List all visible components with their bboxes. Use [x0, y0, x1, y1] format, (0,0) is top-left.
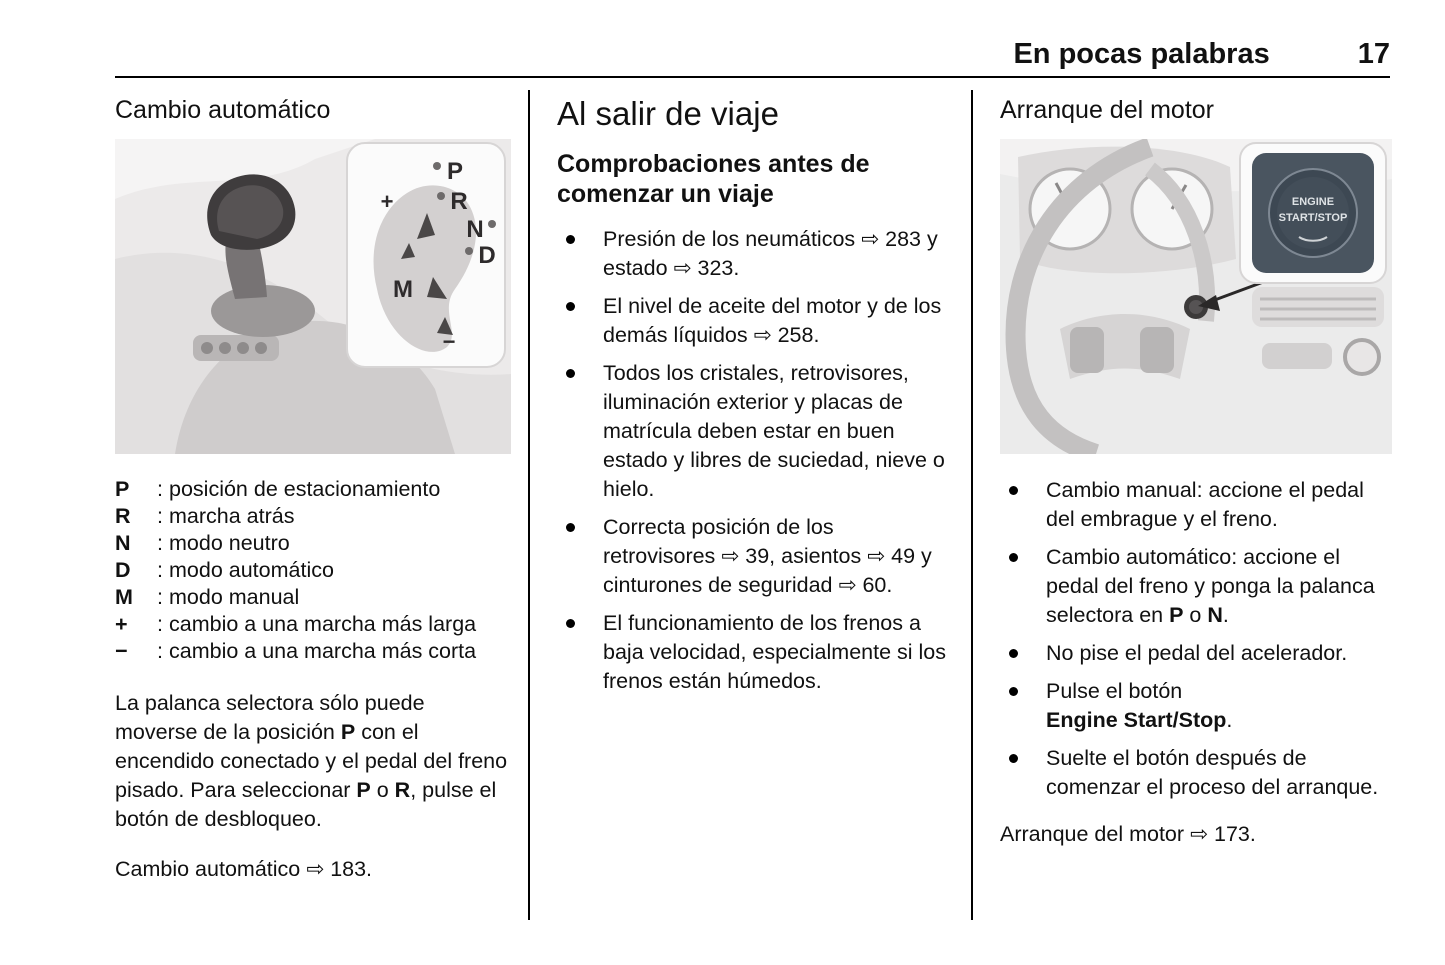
- list-item-text: No pise el pedal del acelerador.: [1046, 640, 1348, 665]
- gear-shifter-figure: [115, 139, 511, 454]
- legend-row: [115, 503, 511, 530]
- list-item-text: o: [1183, 602, 1208, 627]
- list-item-text: Pulse el botón: [1046, 678, 1183, 703]
- legend-desc: modo automático: [169, 557, 334, 582]
- list-item-text: Presión de los neumáticos ⇨ 283 y estado ⇨ 323.: [603, 227, 938, 281]
- list-item-text: .: [1226, 707, 1233, 732]
- list-item-text: El nivel de aceite del motor y de los demás líquidos ⇨ 258.: [603, 294, 942, 348]
- engine-start-figure: [1000, 139, 1392, 454]
- bullet-icon: [1009, 553, 1018, 562]
- bullet-icon: [1009, 486, 1018, 495]
- checks-list: [557, 225, 951, 696]
- bullet-icon: [566, 369, 575, 378]
- para-text: o: [370, 777, 395, 802]
- section-heading-driving-off: Al salir de viaje: [557, 95, 779, 132]
- bullet-icon: [1009, 649, 1018, 658]
- legend-desc: modo neutro: [169, 530, 290, 555]
- legend-key: N: [115, 530, 131, 555]
- engine-start-stop-label: Engine Start/Stop: [1046, 707, 1227, 732]
- subsection-heading-checks: Comprobaciones antes de comenzar un viaje: [557, 150, 870, 208]
- bullet-icon: [1009, 687, 1018, 696]
- list-item: [1000, 677, 1392, 735]
- cross-reference-engine-start: Arranque del motor ⇨ 173.: [1000, 821, 1256, 846]
- engine-button-label-2: START/STOP: [1278, 211, 1348, 224]
- legend-key: R: [115, 503, 131, 528]
- column-gearbox: [115, 96, 511, 906]
- legend-row: [115, 638, 511, 665]
- list-item: [557, 359, 951, 504]
- list-item: [557, 292, 951, 350]
- legend-desc: posición de estacionamiento: [169, 476, 441, 501]
- gate-label-d: D: [478, 241, 496, 269]
- cross-reference-gearbox: Cambio automático ⇨ 183.: [115, 857, 373, 882]
- list-item: [557, 513, 951, 600]
- legend-row: [115, 584, 511, 611]
- legend-separator: :: [157, 638, 163, 663]
- dashboard-illustration: [1000, 139, 1392, 454]
- chapter-title: En pocas palabras: [1013, 38, 1270, 70]
- para-bold-p: P: [340, 719, 356, 744]
- legend-key: D: [115, 557, 131, 582]
- legend-desc: marcha atrás: [169, 503, 295, 528]
- legend-row: [115, 611, 511, 638]
- para-text: , pulse el botón de desbloqueo.: [115, 777, 497, 831]
- legend-key: M: [115, 584, 133, 609]
- engine-button-label-1: ENGINE: [1291, 195, 1335, 208]
- gear-shifter-illustration: [115, 139, 511, 454]
- gate-label-n: N: [466, 215, 484, 243]
- bullet-icon: [1009, 754, 1018, 763]
- para-text: La palanca selectora sólo puede moverse de la posición: [115, 690, 425, 744]
- column-divider-2: [971, 90, 973, 920]
- engine-start-list: [1000, 476, 1392, 802]
- legend-separator: :: [157, 557, 163, 582]
- list-item-text: Cambio manual: accione el pedal del embrague y el freno.: [1046, 477, 1364, 531]
- column-engine-start: [1000, 96, 1392, 870]
- list-item-text: Suelte el botón después de comenzar el proceso del arranque.: [1046, 745, 1379, 799]
- gate-label-r: R: [450, 187, 468, 215]
- list-item: [557, 225, 951, 283]
- bold-gear-p: P: [1169, 602, 1184, 627]
- gate-label-minus: −: [442, 328, 456, 354]
- bullet-icon: [566, 523, 575, 532]
- gate-label-p: P: [446, 157, 464, 185]
- para-bold-r: R: [394, 777, 411, 802]
- list-item-text: Cambio automático: accione el pedal del freno y ponga la palanca selectora en: [1046, 544, 1375, 627]
- page-header: [1013, 38, 1390, 71]
- list-item: [1000, 543, 1392, 630]
- bullet-icon: [566, 619, 575, 628]
- legend-key-minus: −: [115, 638, 128, 663]
- legend-key: P: [115, 476, 130, 501]
- legend-key-plus: +: [115, 611, 128, 636]
- para-text: con el encendido conectado y el pedal del freno pisado. Para seleccionar: [115, 719, 508, 802]
- gear-legend: [115, 476, 511, 665]
- legend-separator: :: [157, 503, 163, 528]
- list-item-text: .: [1222, 602, 1229, 627]
- para-bold-p: P: [356, 777, 371, 802]
- legend-row: [115, 476, 511, 503]
- legend-separator: :: [157, 611, 163, 636]
- section-heading-gearbox: Cambio automático: [115, 96, 331, 124]
- column-divider-1: [528, 90, 530, 920]
- legend-row: [115, 530, 511, 557]
- list-item: [1000, 476, 1392, 534]
- list-item: [1000, 639, 1392, 668]
- legend-separator: :: [157, 476, 163, 501]
- list-item-text: Todos los cristales, retrovisores, iluminación exterior y placas de matrícula deben estar en buen estado y libres de suciedad, nieve o hielo.: [603, 361, 945, 502]
- list-item: [557, 609, 951, 696]
- gate-label-plus: +: [380, 188, 394, 214]
- column-driving-off: [557, 96, 951, 705]
- section-heading-engine-start: Arranque del motor: [1000, 96, 1215, 124]
- legend-desc: cambio a una marcha más corta: [169, 638, 477, 663]
- list-item-text: El funcionamiento de los frenos a baja velocidad, especialmente si los frenos están húmedos.: [603, 611, 947, 694]
- legend-row: [115, 557, 511, 584]
- header-divider: [115, 76, 1390, 78]
- legend-separator: :: [157, 530, 163, 555]
- bullet-icon: [566, 235, 575, 244]
- legend-desc: cambio a una marcha más larga: [169, 611, 477, 636]
- list-item-text: Correcta posición de los retrovisores ⇨ 39, asientos ⇨ 49 y cinturones de seguridad ⇨ 60.: [603, 515, 932, 598]
- legend-desc: modo manual: [169, 584, 300, 609]
- bullet-icon: [566, 302, 575, 311]
- page-number: 17: [1357, 38, 1390, 70]
- bold-gear-n: N: [1207, 602, 1223, 627]
- list-item: [1000, 744, 1392, 802]
- gate-label-m: M: [393, 275, 413, 303]
- selector-lever-paragraph: [115, 689, 511, 834]
- legend-separator: :: [157, 584, 163, 609]
